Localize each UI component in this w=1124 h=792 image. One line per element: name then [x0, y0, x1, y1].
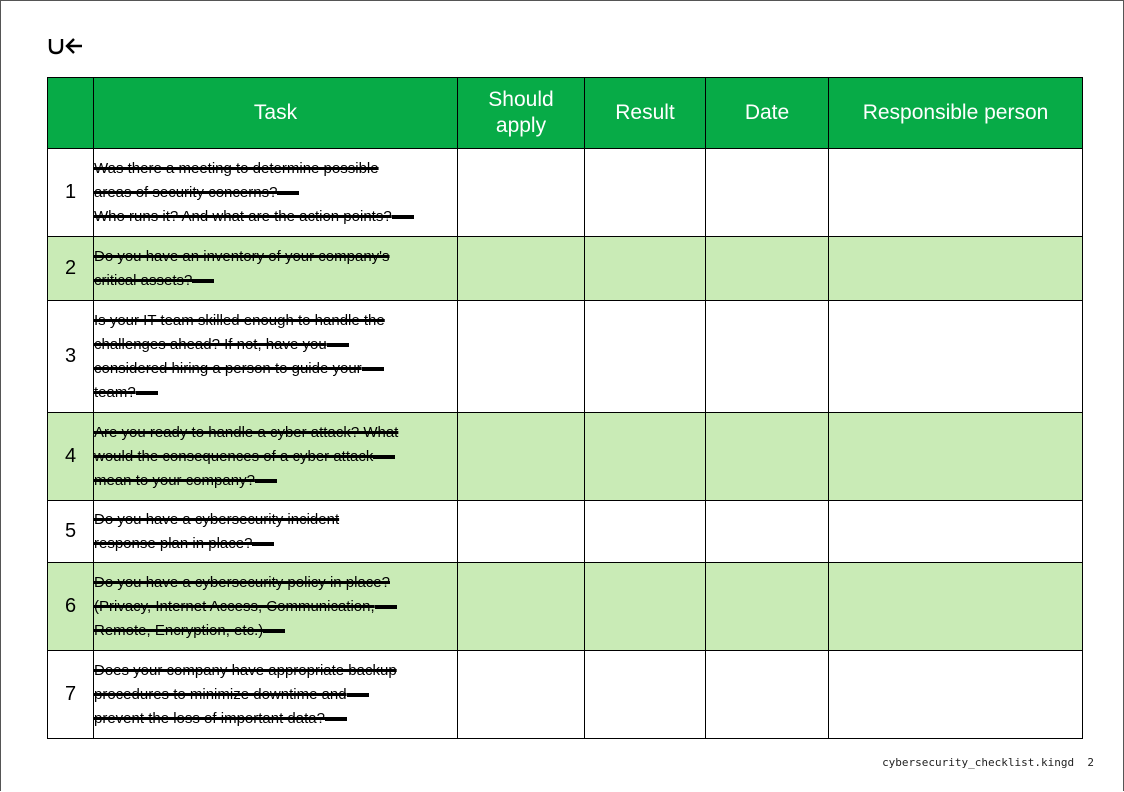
struck-task-text: critical assets?: [94, 269, 457, 293]
row-number: 4: [48, 413, 94, 501]
table-row: [48, 413, 1083, 501]
cell-date[interactable]: [706, 501, 829, 563]
cell-result[interactable]: [585, 501, 706, 563]
row-number: 1: [48, 149, 94, 237]
struck-task-text: team?: [94, 381, 457, 405]
cell-responsible[interactable]: [829, 501, 1083, 563]
struck-task-text: would the consequences of a cyber attack: [94, 445, 457, 469]
struck-task-text: Is your IT team skilled enough to handle the: [94, 311, 385, 329]
cell-should-apply[interactable]: [458, 301, 585, 413]
page-footer: [882, 756, 1094, 769]
column-header-result: Result: [585, 78, 706, 149]
struck-task-text: considered hiring a person to guide your: [94, 357, 457, 381]
cell-result[interactable]: [585, 563, 706, 651]
row-number: 3: [48, 301, 94, 413]
struck-task-text: response plan in place?: [94, 532, 457, 556]
column-header-task: Task: [94, 78, 458, 149]
cell-result[interactable]: [585, 149, 706, 237]
task-cell: [94, 563, 458, 651]
row-number: 6: [48, 563, 94, 651]
cell-should-apply[interactable]: [458, 651, 585, 739]
cell-date[interactable]: [706, 149, 829, 237]
cell-result[interactable]: [585, 237, 706, 301]
struck-task-text: procedures to minimize downtime and: [94, 683, 457, 707]
cell-should-apply[interactable]: [458, 237, 585, 301]
table-row: [48, 301, 1083, 413]
row-number: 2: [48, 237, 94, 301]
table-row: [48, 149, 1083, 237]
cell-date[interactable]: [706, 237, 829, 301]
struck-task-text: Does your company have appropriate backup: [94, 661, 397, 679]
cell-result[interactable]: [585, 413, 706, 501]
row-number: 7: [48, 651, 94, 739]
task-cell: [94, 149, 458, 237]
cell-should-apply[interactable]: [458, 563, 585, 651]
table-row: [48, 501, 1083, 563]
cell-result[interactable]: [585, 651, 706, 739]
column-header-should-apply: Should apply: [458, 78, 585, 149]
task-cell: [94, 501, 458, 563]
footer-page-number: 2: [1087, 756, 1094, 769]
cell-date[interactable]: [706, 413, 829, 501]
struck-task-text: Are you ready to handle a cyber attack? What: [94, 423, 399, 441]
cell-result[interactable]: [585, 301, 706, 413]
column-header-date: Date: [706, 78, 829, 149]
task-cell: [94, 237, 458, 301]
column-header-responsible-person: Responsible person: [829, 78, 1083, 149]
cell-responsible[interactable]: [829, 301, 1083, 413]
column-header-number: [48, 78, 94, 149]
footer-filename: cybersecurity_checklist.kingd: [882, 756, 1075, 769]
cell-date[interactable]: [706, 301, 829, 413]
table-row: [48, 237, 1083, 301]
cell-date[interactable]: [706, 563, 829, 651]
struck-task-text: challenges ahead? If not, have you: [94, 333, 457, 357]
cell-responsible[interactable]: [829, 563, 1083, 651]
task-cell: [94, 413, 458, 501]
row-number: 5: [48, 501, 94, 563]
struck-task-text: (Privacy, Internet Access, Communication,: [94, 595, 457, 619]
struck-task-text: areas of security concerns?: [94, 181, 457, 205]
struck-task-text: Do you have a cybersecurity incident: [94, 510, 340, 528]
table-header-row: [48, 78, 1083, 149]
cell-responsible[interactable]: [829, 413, 1083, 501]
struck-task-text: Who runs it? And what are the action points?: [94, 205, 457, 229]
struck-task-text: prevent the loss of important data?: [94, 707, 457, 731]
cell-responsible[interactable]: [829, 149, 1083, 237]
cell-responsible[interactable]: [829, 237, 1083, 301]
cell-should-apply[interactable]: [458, 501, 585, 563]
cell-should-apply[interactable]: [458, 413, 585, 501]
table-row: [48, 651, 1083, 739]
struck-task-text: Remote, Encryption, etc.): [94, 619, 457, 643]
cell-should-apply[interactable]: [458, 149, 585, 237]
task-cell: [94, 651, 458, 739]
struck-task-text: Do you have an inventory of your company's: [94, 247, 390, 265]
table-row: [48, 563, 1083, 651]
task-cell: [94, 301, 458, 413]
struck-task-text: Was there a meeting to determine possible: [94, 159, 379, 177]
uk-arrow-logo-icon: [48, 36, 84, 56]
struck-task-text: Do you have a cybersecurity policy in place?: [94, 573, 390, 591]
struck-task-text: mean to your company?: [94, 469, 457, 493]
cell-date[interactable]: [706, 651, 829, 739]
checklist-table: [47, 77, 1083, 739]
cell-responsible[interactable]: [829, 651, 1083, 739]
